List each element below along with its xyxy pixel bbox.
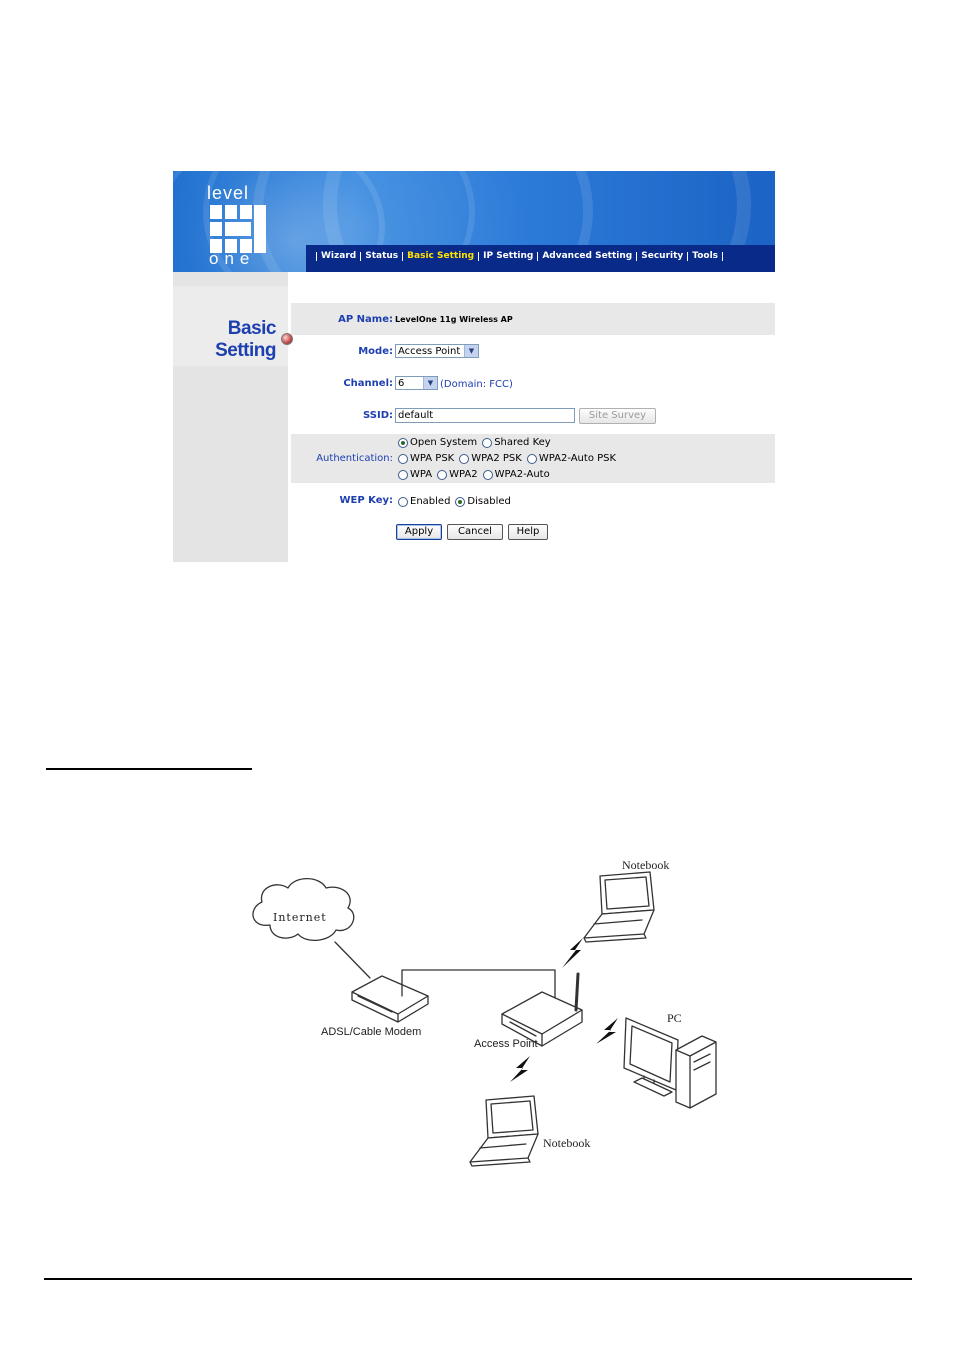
nav-status[interactable]: Status [360, 252, 402, 261]
access-point-label: Access Point [474, 1038, 538, 1050]
chevron-down-icon: ▼ [464, 345, 478, 357]
logo-bottom-text: one [209, 249, 256, 268]
left-panel [173, 272, 288, 562]
auth-wpa2-auto-psk[interactable]: WPA2-Auto PSK [527, 453, 616, 464]
notebook-bottom-icon [470, 1096, 538, 1166]
auth-wpa2-psk[interactable]: WPA2 PSK [459, 453, 522, 464]
wep-key-label: WEP Key: [339, 495, 393, 506]
notebook-top-label: Notebook [622, 858, 670, 872]
mode-select[interactable]: Access Point ▼ [395, 344, 479, 358]
nav-wizard[interactable]: Wizard [316, 252, 360, 261]
logo-grid-icon [210, 203, 266, 253]
footer-rule [44, 1278, 912, 1280]
ap-name-label: AP Name: [338, 314, 393, 325]
help-button[interactable]: Help [508, 524, 548, 540]
radio-selected-icon[interactable] [455, 497, 465, 507]
site-survey-button[interactable]: Site Survey [579, 408, 656, 424]
section-underline [46, 768, 252, 770]
wireless-bolt-bottom [510, 1056, 530, 1082]
radio-icon[interactable] [482, 438, 492, 448]
internet-label: Internet [273, 911, 327, 924]
wep-disabled[interactable]: Disabled [455, 496, 510, 507]
notebook-bottom-label: Notebook [543, 1136, 591, 1150]
nav-basic-setting[interactable]: Basic Setting [402, 252, 478, 261]
radio-icon[interactable] [398, 454, 408, 464]
channel-domain: (Domain: FCC) [440, 379, 513, 390]
network-diagram [240, 850, 740, 1170]
router-screenshot [173, 171, 775, 562]
auth-shared-key[interactable]: Shared Key [482, 437, 551, 448]
authentication-label: Authentication: [316, 453, 393, 464]
nav-security[interactable]: Security [636, 252, 687, 261]
radio-icon[interactable] [398, 497, 408, 507]
notebook-top-icon [584, 872, 654, 942]
auth-open-system[interactable]: Open System [398, 437, 477, 448]
access-point-icon [502, 974, 582, 1046]
channel-label: Channel: [343, 378, 393, 389]
nav-tools[interactable]: Tools [687, 252, 723, 261]
wireless-bolt-pc [596, 1018, 618, 1044]
radio-icon[interactable] [459, 454, 469, 464]
nav-advanced-setting[interactable]: Advanced Setting [537, 252, 636, 261]
modem-label: ADSL/Cable Modem [321, 1026, 422, 1038]
network-diagram-graphic [240, 850, 740, 1170]
radio-icon[interactable] [398, 470, 408, 480]
internet-cloud-icon [253, 879, 354, 941]
radio-icon[interactable] [437, 470, 447, 480]
apply-button[interactable]: Apply [396, 524, 442, 540]
ap-name-value: LevelOne 11g Wireless AP [395, 315, 513, 324]
auth-wpa2[interactable]: WPA2 [437, 469, 477, 480]
channel-select[interactable]: 6 ▼ [395, 376, 438, 390]
mode-label: Mode: [358, 346, 393, 357]
auth-options-line-1 [398, 437, 556, 448]
radio-selected-icon[interactable] [398, 438, 408, 448]
pc-monitor-icon [624, 1018, 678, 1096]
wep-options [398, 496, 516, 507]
header-banner [173, 171, 775, 272]
top-navigation [306, 245, 775, 272]
nav-ip-setting[interactable]: IP Setting [478, 252, 537, 261]
modem-icon [352, 976, 428, 1022]
levelone-logo [207, 183, 273, 268]
radio-icon[interactable] [527, 454, 537, 464]
pc-tower-icon [676, 1036, 716, 1108]
page-title: Basic Setting [215, 318, 276, 361]
auth-wpa2-auto[interactable]: WPA2-Auto [483, 469, 550, 480]
wireless-bolt-top [562, 938, 583, 968]
chevron-down-icon: ▼ [423, 377, 437, 389]
auth-wpa[interactable]: WPA [398, 469, 432, 480]
ssid-input[interactable]: default [395, 408, 575, 423]
cable-modem-ap [402, 970, 555, 998]
logo-top-text: level [207, 183, 250, 203]
auth-wpa-psk[interactable]: WPA PSK [398, 453, 454, 464]
auth-options-line-3 [398, 469, 555, 480]
ssid-label: SSID: [363, 410, 393, 421]
pc-label: PC [667, 1011, 682, 1025]
radio-icon[interactable] [483, 470, 493, 480]
auth-options-line-2 [398, 453, 621, 464]
cancel-button[interactable]: Cancel [447, 524, 503, 540]
cable-internet-modem [335, 942, 370, 978]
wep-enabled[interactable]: Enabled [398, 496, 450, 507]
